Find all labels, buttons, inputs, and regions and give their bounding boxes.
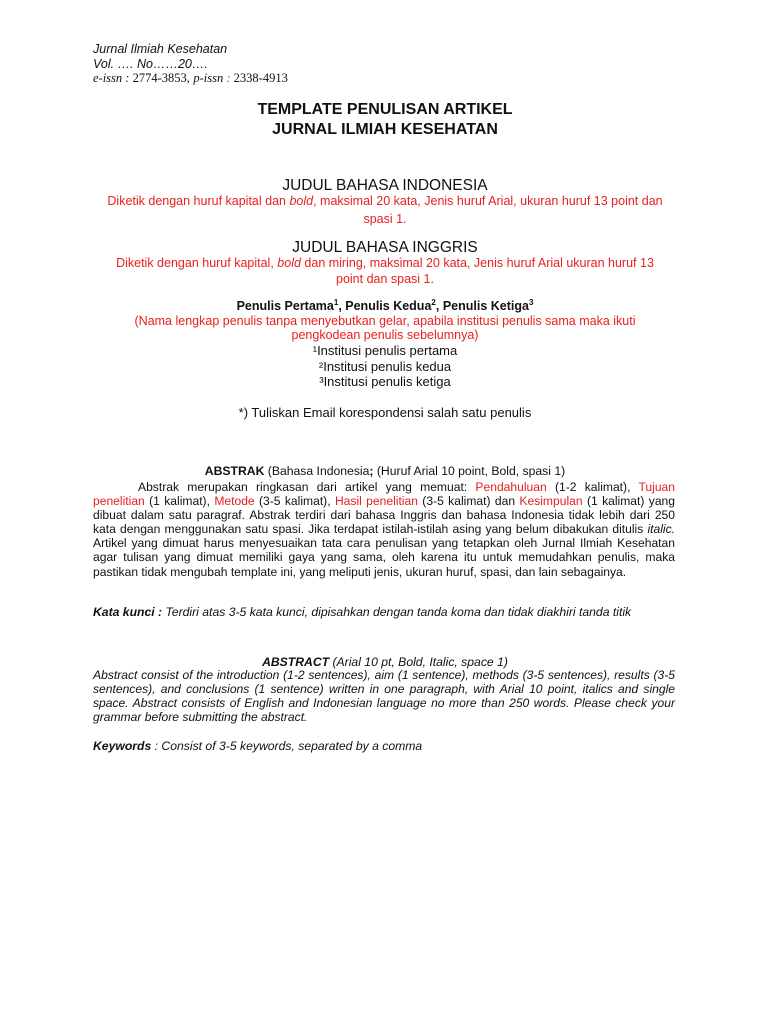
author-list: Penulis Pertama$^1$, Penulis Kedua$^2$, Penulis Ketiga$^3$ xyxy=(236,298,534,314)
judul-inggris-heading: JUDUL BAHASA INGGRIS xyxy=(292,239,478,256)
page-title xyxy=(80,100,690,140)
email-note: *) Tuliskan Email korespondensi salah satu penulis xyxy=(238,405,532,420)
judul-indonesia-heading: JUDUL BAHASA INDONESIA xyxy=(282,177,488,194)
abstrak-body: Abstrak merupakan ringkasan dari artikel yang memuat: Pendahuluan (1-2 kalimat), Tujuan penelitian (1 kalimat), Metode (3-5 kalimat), Hasil penelitian (3-5 kalimat) dan Kesimpulan (1 kalimat) yang dibuat dalam satu paragraf. Abstrak terdiri dari bahasa Inggris dan bahasa Indonesia tidak lebih dari 250 kata dengan menggunakan satu spasi. Jika terdapat istilah-istilah asing yang belum dibakukan ditulis italic. Artikel yang dimuat harus menyesuaikan tata cara penulisan yang tetapkan oleh Jurnal Ilmiah Kesehatan agar tulisan yang dimuat memiliki gaya yang sama, oleh karena itu untuk memudahkan penulis, maka pastikan tidak mengubah template ini, yang meliputi jenis, ukuran huruf, spasi, dan lain sebagainya. xyxy=(93,480,675,579)
issn-line: e-issn : 2774-3853, p-issn : 2338-4913 xyxy=(93,71,288,85)
author-2: Penulis Kedua xyxy=(345,299,432,314)
kata-kunci: Kata kunci : Terdiri atas 3-5 kata kunci, dipisahkan dengan tanda koma dan tidak diakhiri tanda titik xyxy=(93,605,632,619)
journal-header xyxy=(93,42,288,86)
abstract-body: Abstract consist of the introduction (1-2 sentences), aim (1 sentence), methods (3-5 sentences), results (3-5 sentences), and conclusions (1 sentence) written in one paragraph, with Arial 10 point, italics and single space. Abstract consists of English and Indonesian language no more than 250 words. Please check your grammar before submitting the abstract. xyxy=(93,668,675,725)
author-3: Penulis Ketiga xyxy=(442,299,529,314)
judul-inggris-note: Diketik dengan huruf kapital, bold dan miring, maksimal 20 kata, Jenis huruf Arial ukuran huruf 13 point dan spasi 1. xyxy=(116,256,654,286)
keyword-hasil: Hasil penelitian xyxy=(334,494,418,509)
abstract-title: ABSTRACT xyxy=(262,655,330,669)
title-line-2: JURNAL ILMIAH KESEHATAN xyxy=(272,121,498,138)
eissn-value: 2774-3853, xyxy=(132,71,190,85)
keyword-kesimpulan: Kesimpulan xyxy=(519,494,583,509)
bold-word: bold xyxy=(289,194,314,208)
eissn-label: e-issn xyxy=(93,71,123,85)
keywords: Keywords : Consist of 3-5 keywords, separated by a comma xyxy=(93,739,423,753)
author-1: Penulis Pertama xyxy=(236,299,334,314)
keyword-pendahuluan: Pendahuluan xyxy=(475,480,547,494)
title-line-1: TEMPLATE PENULISAN ARTIKEL xyxy=(257,101,513,118)
journal-name: Jurnal Ilmiah Kesehatan xyxy=(93,42,228,56)
abstrak-title: ABSTRAK xyxy=(204,464,265,478)
institution-3: ³Institusi penulis ketiga xyxy=(319,374,451,389)
abstract-heading: ABSTRACT (Arial 10 pt, Bold, Italic, space 1) xyxy=(262,655,508,669)
keyword-tujuan: Tujuan penelitian xyxy=(93,480,675,509)
pissn-value: 2338-4913 xyxy=(233,71,288,85)
institution-list xyxy=(80,343,690,390)
abstrak-heading: ABSTRAK (Bahasa Indonesia; (Huruf Arial 10 point, Bold, spasi 1) xyxy=(204,464,566,478)
judul-indonesia-note: Diketik dengan huruf kapital dan bold, maksimal 20 kata, Jenis huruf Arial, ukuran huruf 13 point dan spasi 1. xyxy=(107,194,663,226)
keywords-label: Keywords xyxy=(93,739,152,753)
author-note: (Nama lengkap penulis tanpa menyebutkan gelar, apabila institusi penulis sama maka ikuti pengkodean penulis sebelumnya) xyxy=(134,314,636,342)
keyword-metode: Metode xyxy=(214,494,255,509)
pissn-label: p-issn xyxy=(193,71,224,85)
journal-volume: Vol. …. No……20…. xyxy=(93,56,208,71)
kata-kunci-label: Kata kunci : xyxy=(93,605,163,619)
institution-2: ²Institusi penulis kedua xyxy=(318,358,452,374)
bold-word: bold xyxy=(277,256,301,270)
institution-1: ¹Institusi penulis pertama xyxy=(312,343,458,358)
